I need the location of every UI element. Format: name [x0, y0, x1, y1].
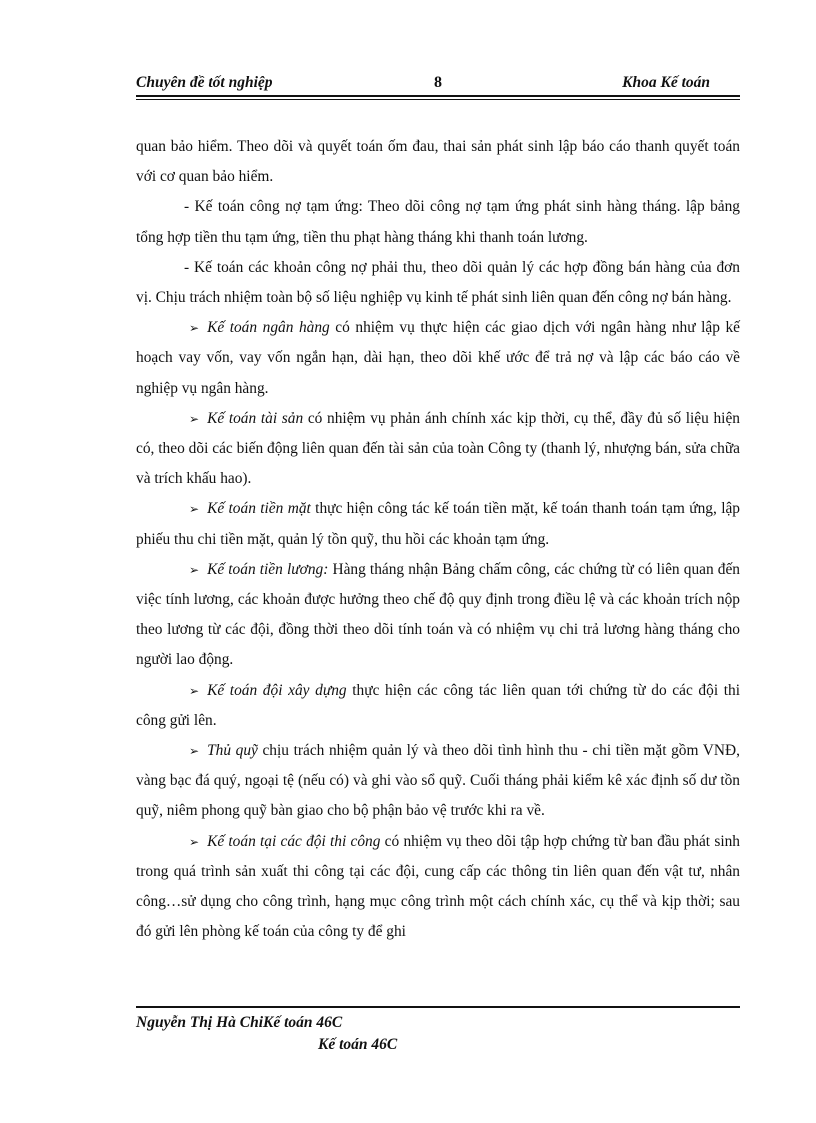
arrow-bullet-icon: ➢: [189, 562, 200, 577]
term-description: Hàng tháng nhận Bảng chấm công, các chứng từ có liên quan đến việc tính lương, các khoản được hưởng theo chế độ quy định trong điều lệ và các khoản trích nộp theo lương từ các đội, đồng thời theo dõi tính toán và có nhiệm vụ chi trả lương hàng tháng cho người lao động.: [136, 560, 740, 669]
paragraph: - Kế toán các khoản công nợ phải thu, theo dõi quản lý các hợp đồng bán hàng của đơn vị. Chịu trách nhiệm toàn bộ số liệu nghiệp vụ kinh tế phát sinh liên quan đến công nợ bán hàng.: [136, 258, 740, 307]
term-description: có nhiệm vụ phản ánh chính xác kịp thời, cụ thể, đầy đủ số liệu hiện có, theo dõi các biến động liên quan đến tài sản của toàn Công ty (thanh lý, nhượng bán, sửa chữa và trích khấu hao).: [136, 409, 740, 488]
page-number: 8: [434, 74, 442, 91]
term: Kế toán tiền mặt: [207, 500, 311, 518]
term: Kế toán tiền lương:: [207, 560, 329, 578]
header-title: Chuyên đề tốt nghiệp: [136, 74, 273, 91]
term: Kế toán ngân hàng: [207, 319, 330, 337]
document-body: [136, 132, 740, 947]
paragraph: quan bảo hiểm. Theo dõi và quyết toán ốm đau, thai sản phát sinh lập báo cáo thanh quyết toán với cơ quan bảo hiểm.: [136, 138, 740, 186]
header-rule-thin: [136, 99, 740, 100]
header-department: Khoa Kế toán: [622, 74, 710, 91]
bullet-paragraph: [136, 404, 740, 495]
term-description: thực hiện các công tác liên quan tới chứng từ do các đội thi công gửi lên.: [136, 681, 740, 729]
footer-author: Nguyễn Thị Hà ChiKế toán 46C: [136, 1014, 343, 1031]
bullet-paragraph: [136, 313, 740, 404]
term-description: chịu trách nhiệm quản lý và theo dõi tình hình thu - chi tiền mặt gồm VNĐ, vàng bạc đá quý, ngoại tệ (nếu có) và ghi vào sổ quỹ. Cuối tháng phải kiểm kê xác định số dư tồn quỹ, niêm phong quỹ bàn giao cho bộ phận bảo vệ trước khi ra về.: [136, 742, 740, 820]
term: Kế toán đội xây dựng: [207, 681, 347, 699]
bullet-paragraph: [136, 555, 740, 676]
arrow-bullet-icon: ➢: [189, 502, 200, 517]
page-footer: [136, 1012, 397, 1056]
arrow-bullet-icon: ➢: [189, 683, 200, 698]
term-description: có nhiệm vụ thực hiện các giao dịch với ngân hàng như lập kế hoạch vay vốn, vay vốn ngắn hạn, dài hạn, theo dõi khế ước để trả nợ và lập các báo cáo về nghiệp vụ ngân hàng.: [136, 319, 740, 397]
paragraph: - Kế toán công nợ tạm ứng: Theo dõi công nợ tạm ứng phát sinh hàng tháng. lập bảng tổng hợp tiền thu tạm ứng, tiền thu phạt hàng tháng khi thanh toán lương.: [136, 198, 740, 246]
arrow-bullet-icon: ➢: [189, 834, 200, 849]
page-header: [136, 70, 740, 96]
bullet-paragraph: [136, 494, 740, 554]
term-description: có nhiệm vụ theo dõi tập hợp chứng từ ban đầu phát sinh trong quá trình sản xuất thi công tại các đội, cung cấp các thông tin liên quan đến vật tư, nhân công…sử dụng cho công trình, hạng mục công trình một cách chính xác, cụ thể và kịp thời; sau đó gửi lên phòng kế toán của công ty để ghi: [136, 832, 740, 941]
footer-rule: [136, 1006, 740, 1008]
term: Kế toán tại các đội thi công: [207, 832, 381, 850]
bullet-paragraph: [136, 676, 740, 736]
term: Thủ quỹ: [207, 742, 258, 760]
arrow-bullet-icon: ➢: [189, 411, 200, 426]
bullet-paragraph: [136, 827, 740, 948]
footer-class: Kế toán 46C: [318, 1036, 398, 1053]
header-rule-thick: [136, 95, 740, 97]
term-description: thực hiện công tác kế toán tiền mặt, kế toán thanh toán tạm ứng, lập phiếu thu chi tiền mặt, quản lý tồn quỹ, thu hồi các khoản tạm ứng.: [136, 500, 740, 548]
arrow-bullet-icon: ➢: [189, 744, 200, 759]
arrow-bullet-icon: ➢: [189, 321, 200, 336]
bullet-paragraph: [136, 736, 740, 827]
term: Kế toán tài sản: [207, 409, 304, 427]
